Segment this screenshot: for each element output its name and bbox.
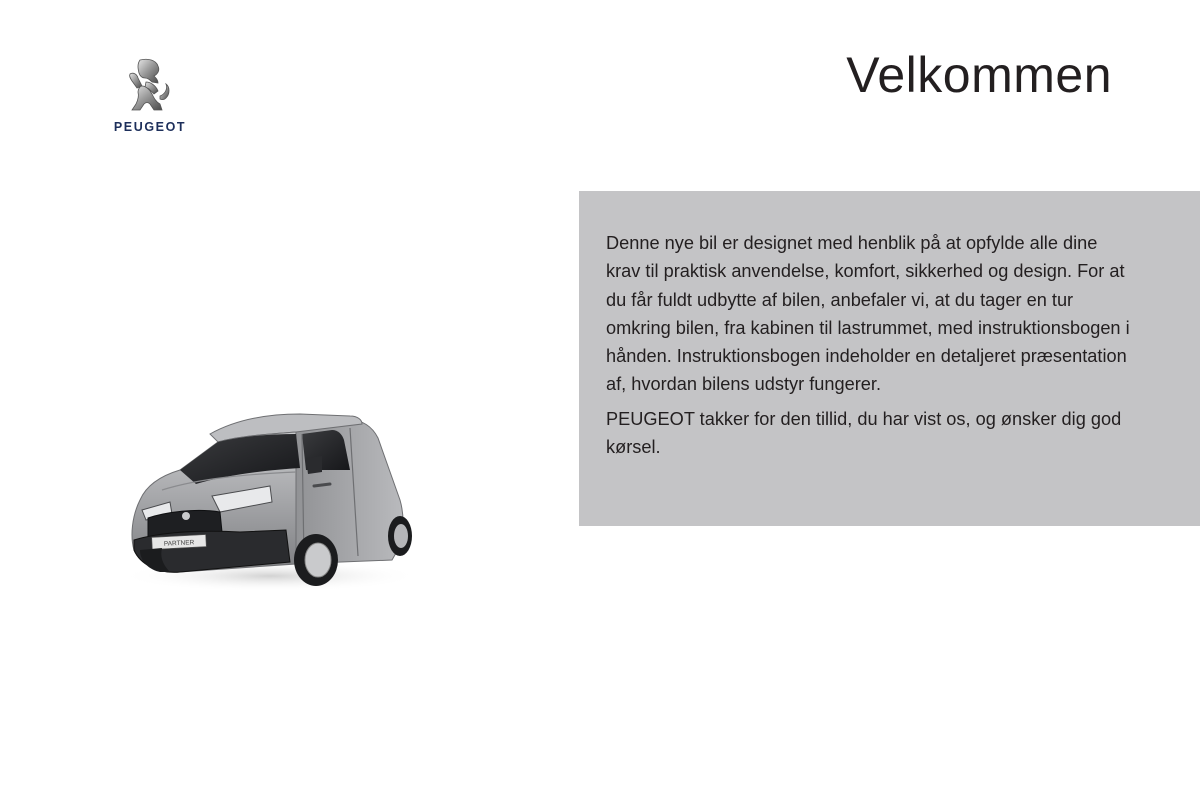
brand-wordmark: PEUGEOT [113,120,187,134]
page-title: Velkommen [846,47,1112,103]
lion-emblem-icon [118,56,178,116]
intro-paragraph: Denne nye bil er designet med henblik på at opfylde alle dine krav til praktisk anvendelse, komfort, sikkerhed og design. For at du får fuldt udbytte af bilen, anbefaler vi, at du tager en tur omkring bilen, fra kabinen til lastrummet, med instruktionsbogen i hånden. Instruktionsbogen indeholder en detaljeret præsentation af, hvordan bilens udstyr fungerer. [606,233,1130,395]
peugeot-partner-van-image [100,350,420,600]
peugeot-logo [96,56,204,136]
intro-text-box [579,191,1200,526]
plate-text: PARTNER [163,539,195,548]
thank-you-paragraph: PEUGEOT takker for den tillid, du har vist os, og ønsker dig god kørsel. [606,408,1122,458]
